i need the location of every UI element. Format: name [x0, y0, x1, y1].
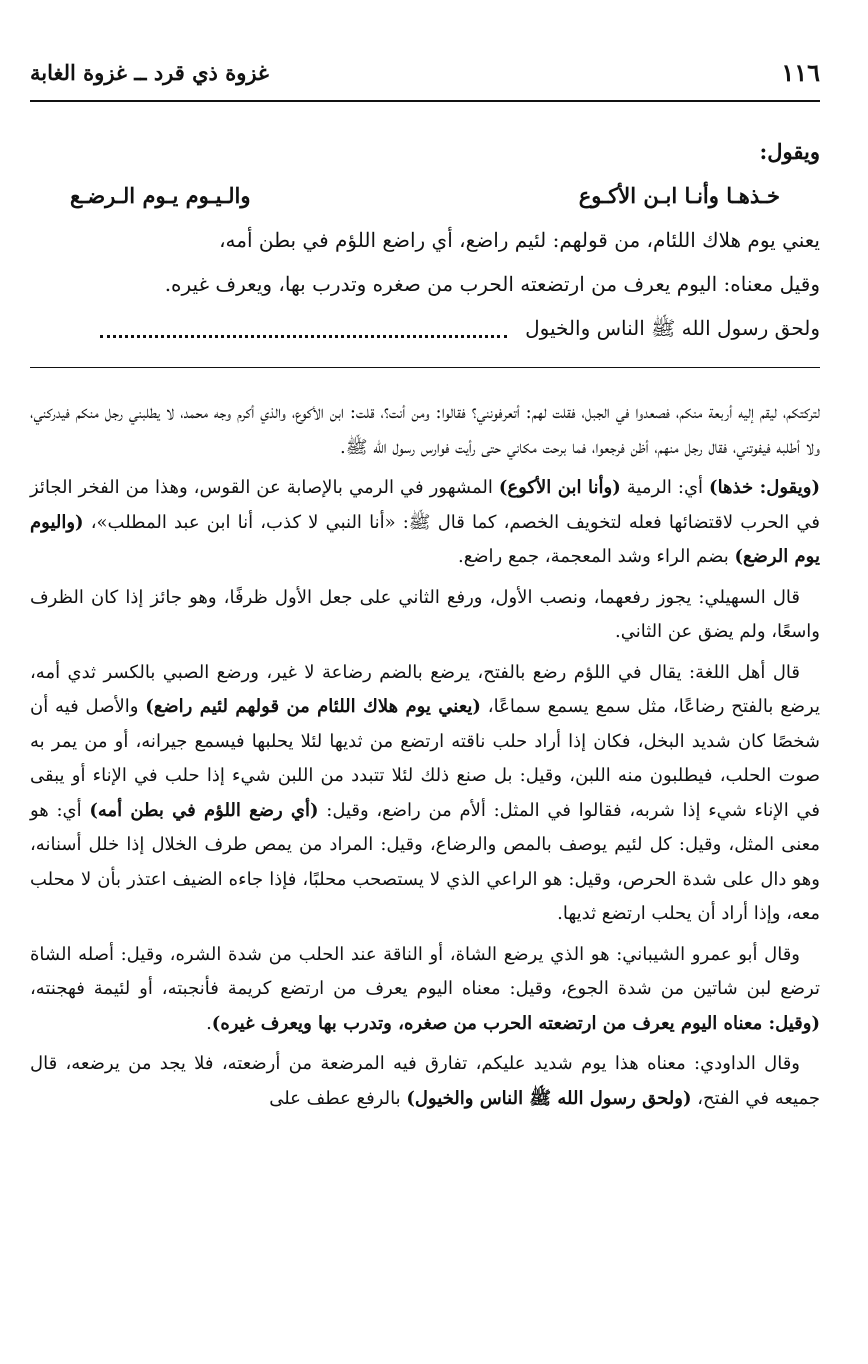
commentary-text: وقال الداودي: معناه هذا يوم شديد عليكم، تفارق فيه المرضعة من أرضعته، فلا يجد من يرضعه، قال جميعه في الفتح، [30, 1053, 820, 1109]
commentary-paragraph-6 [30, 1047, 820, 1116]
commentary-paragraph-4 [30, 656, 820, 932]
poetry-verse [30, 174, 820, 218]
commentary-text: أي: هو معنى المثل، وقيل: كل لئيم يوصف بالمص والرضاع، وقيل: المراد من يمص طرف الخلال إذا خلل أسنانه، وهو دال على شدة الحرص، وقيل: هو الراعي الذي لا يستصحب محلبًا، فإذا جاءه الضيف اعتذر بأن لا محلب معه، وإذا أراد أن يحلب ارتضع ثديها. [30, 799, 820, 924]
text-line-1: يعني يوم هلاك اللئام، من قولهم: لئيم راضع، أي راضع اللؤم في بطن أمه، [219, 228, 820, 252]
commentary-text: . [206, 1012, 212, 1034]
commentary [30, 396, 820, 1122]
verse-second-hemistich: والـيـوم يـوم الـرضـع [70, 183, 251, 208]
section-divider [30, 367, 820, 368]
commentary-text: والأصل فيه أن شخصًا كان شديد البخل، فكان إذا أراد حلب ناقته ارتضع من ثديها لئلا يحلبها فيسمع جيرانه، أو من يمر به صوت الحلب، فيطلبون منه اللبن، وقيل: بل صنع ذلك لئلا تتبدد من اللبن شيء إذا حلب في الإناء أو يبقى في الإناء شيء إذا شربه، فقالوا في المثل: ألأم من راضع، وقيل: [30, 696, 821, 821]
text-line-3: ولحق رسول الله ﷺ الناس والخيول [525, 316, 820, 340]
quoted-term: (ويقول: خذها) [709, 477, 821, 498]
quoted-term: (ولحق رسول الله ﷺ الناس والخيول) [406, 1087, 692, 1109]
commentary-text: بضم الراء وشد المعجمة، جمع راضع. [457, 546, 735, 567]
continuation-line [30, 306, 820, 350]
commentary-text: قال أهل اللغة: يقال في اللؤم رضع بالفتح، يرضع بالضم رضاعة لا غير، ورضع الصبي بالكسر ثدي أمه، يرضع بالفتح رضاعًا، مثل سمع يسمع سماعًا، [30, 661, 821, 717]
commentary-paragraph-2 [30, 471, 820, 575]
main-text [30, 130, 820, 350]
commentary-paragraph-5 [30, 938, 820, 1042]
running-header [30, 60, 820, 102]
commentary-text: وقال أبو عمرو الشيباني: هو الذي يرضع الشاة، أو الناقة عند الحلب من شدة الشره، وقيل: أصله الشاة ترضع لبن شاتين من شدة الجوع، وقيل: معناه اليوم يعرف من ارتضع كريمة فأنجبته، أو لئيمة فهجنته، [30, 943, 820, 999]
commentary-text: أي: الرمية [620, 477, 710, 498]
page-number: ١١٦ [781, 58, 820, 87]
ellipsis-leader [100, 306, 507, 338]
text-line-2: وقيل معناه: اليوم يعرف من ارتضعته الحرب من صغره وتدرب بها، ويعرف غيره. [164, 272, 820, 296]
quoted-term: (يعني يوم هلاك اللئام من قولهم لئيم راضع) [145, 696, 481, 717]
commentary-text: بالرفع عطف على [269, 1087, 407, 1109]
quoted-term: (واليوم يوم الرضع) [30, 511, 820, 567]
commentary-paragraph-1: لتركتكم، ليقم إليه أربعة منكم، فصعدوا في الجبل، فقلت لهم: أتعرفونني؟ فقالوا: ومن أنت؟، قلت: ابن الأكوع، والذي أكرم وجه محمد، لا يطلبني رجل منكم فيدركني، ولا أطلبه فيفوتني، فقال رجل منهم، أظن فرجعوا، فما برحت مكاني حتى رأيت فوارس رسول الله ﷺ. [30, 402, 820, 458]
commentary-paragraph-3: قال السهيلي: يجوز رفعهما، ونصب الأول، ورفع الثاني على جعل الأول ظرفًا، وهو جائز إذا كان الظرف واسعًا، ولم يضق عن الثاني. [30, 586, 820, 642]
quoted-term: (وقيل: معناه اليوم يعرف من ارتضعته الحرب من صغره، وتدرب بها ويعرف غيره) [211, 1012, 820, 1034]
commentary-text: المشهور في الرمي بالإصابة عن القوس، وهذا من الفخر الجائز في الحرب لاقتضائها فعله لتخويف الخصم، كما قال ﷺ: «أنا النبي لا كذب، أنا ابن عبد المطلب»، [30, 477, 820, 533]
verse-first-hemistich: خـذهـا وأنـا ابـن الأكـوع [578, 183, 780, 208]
quoted-term: (أي رضع اللؤم في بطن أمه) [89, 799, 319, 821]
intro-line: ويقول: [759, 139, 820, 164]
quoted-term: (وأنا ابن الأكوع) [498, 477, 621, 498]
chapter-title: غزوة ذي قرد ــ غزوة الغابة [30, 60, 269, 85]
